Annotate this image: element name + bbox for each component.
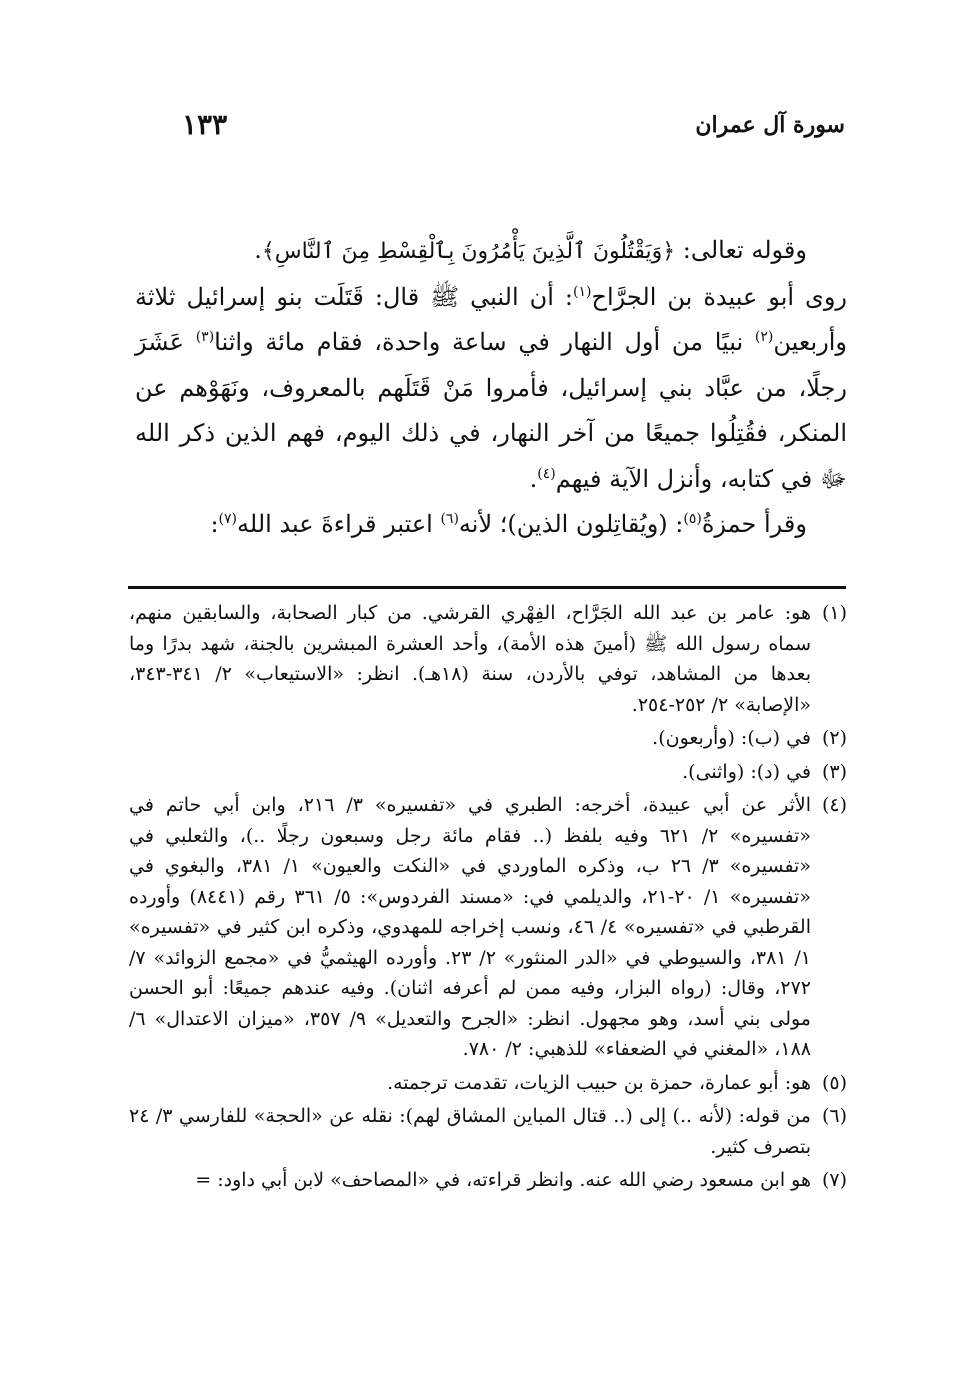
footnote-5 <box>129 1068 847 1099</box>
footnote-text: في (د): (واثنى). <box>682 760 811 783</box>
footnote-number: (٥) <box>821 1071 847 1094</box>
footnote-number: (٦) <box>821 1105 847 1127</box>
narration-text-d: عَشَرَ رجلًا، من عبَّاد بني إسرائيل، فأمروا مَنْ قَتَلَهم بالمعروف، ونَهَوْهم عن المنكر، فقُتِلُوا جميعًا من آخر النهار، في ذلك اليوم، فهم الذين ذكر الله ﷻ في كتابه، وأنزل الآية فيهم <box>135 328 847 493</box>
footnote-text: الأثر عن أبي عبيدة، أخرجه: الطبري في «تفسيره» ٣/ ٢١٦، وابن أبي حاتم في «تفسيره» ٢/ ٦٢١ وفيه بلفظ (.. فقام مائة رجل وسبعون رجلًا ..)، والثعلبي في «تفسيره» ٣/ ٢٦ ب، وذكره الماوردي في «النكت والعيون» ١/ ٣٨١، والبغوي في «تفسيره» ١/ ٢٠-٢١، والديلمي في: «مسند الفردوس»: ٥/ ٣٦١ رقم (٨٤٤١) وأورده القرطبي في «تفسيره» ٤/ ٤٦، ونسب إخراجه للمهدوي، وذكره ابن كثير في «تفسيره» ١/ ٣٨١، والسيوطي في «الدر المنثور» ٢/ ٢٣. وأورده الهيثميُّ في «مجمع الزوائد» ٧/ ٢٧٢، وقال: (رواه البزار، وفيه ممن لم أعرفه اثنان). وفيه عندهم جميعًا: أبو الحسن مولى بني أسد، وهو مجهول. انظر: «الجرح والتعديل» ٩/ ٣٥٧، «ميزان الاعتدال» ٦/ ١٨٨، «المغني في الضعفاء» للذهبي: ٢/ ٧٨٠. <box>129 794 811 1060</box>
page-number: ١٣٣ <box>182 108 228 141</box>
quran-verse: ﴿وَيَقْتُلُونَ ٱلَّذِينَ يَأْمُرُونَ بِٱلْقِسْطِ مِنَ ٱلنَّاسِ﴾ <box>261 239 676 264</box>
verse-paragraph <box>135 228 847 275</box>
footnote-text: هو ابن مسعود رضي الله عنه. وانظر قراءته، في «المصاحف» لابن أبي داود: = <box>195 1169 811 1191</box>
reading-paragraph <box>135 502 847 548</box>
footnote-ref-6[interactable]: (٦) <box>440 511 459 527</box>
footnote-ref-2[interactable]: (٢) <box>754 329 774 345</box>
footnote-4 <box>129 790 847 1065</box>
footnotes <box>129 598 847 1199</box>
footnote-2 <box>129 723 847 754</box>
narration-text-c: نبيًا من أول النهار في ساعة واحدة، فقام مائة واثنا <box>214 328 755 356</box>
footnote-divider <box>128 586 846 589</box>
footnote-ref-7[interactable]: (٧) <box>218 511 238 527</box>
footnote-6 <box>129 1101 847 1162</box>
running-header <box>130 108 845 152</box>
footnote-number: (٣) <box>821 760 847 783</box>
footnote-number: (١) <box>821 602 847 624</box>
footnote-ref-4[interactable]: (٤) <box>537 465 556 482</box>
footnote-ref-3[interactable]: (٣) <box>195 329 215 345</box>
footnote-number: (٢) <box>821 727 847 749</box>
footnote-3 <box>129 757 847 788</box>
narration-text-b: : أن النبي ﷺ قال: قَتَلَت بنو إسرائيل ثلاثة وأربعين <box>135 282 847 356</box>
footnote-number: (٤) <box>821 794 847 816</box>
footnote-ref-1[interactable]: (١) <box>573 283 592 300</box>
narration-text-a: روى أبو عبيدة بن الجرَّاح <box>591 282 848 311</box>
footnote-text: من قوله: (لأنه ..) إلى (.. قتال المباين المشاق لهم): نقله عن «الحجة» للفارسي ٣/ ٢٤ بتصرف كثير. <box>129 1105 811 1158</box>
narration-paragraph <box>135 275 847 503</box>
footnote-text: في (ب): (وأربعون). <box>652 727 811 749</box>
footnote-ref-5[interactable]: (٥) <box>683 511 702 527</box>
verse-period: . <box>254 236 262 264</box>
footnote-7 <box>129 1165 847 1196</box>
footnote-text: هو: عامر بن عبد الله الجَرَّاح، الفِهْري القرشي. من كبار الصحابة، والسابقين منهم، سماه رسول الله ﷺ (أمينَ هذه الأمة)، وأحد العشرة المبشرين بالجنة، شهد بدرًا وما بعدها من المشاهد، توفي بالأردن، سنة (١٨هـ). انظر: «الاستيعاب» ٢/ ٣٤١-٣٤٣، «الإصابة» ٢/ ٢٥٢-٢٥٤. <box>129 602 811 716</box>
reading-text-a: وقرأ حمزةُ <box>701 510 807 538</box>
narration-text-e: . <box>529 464 538 493</box>
main-text <box>135 228 847 548</box>
reading-text-d: : <box>210 510 219 538</box>
reading-text-c: اعتبر قراءةَ عبد الله <box>237 510 441 538</box>
surah-title: سورة آل عمران <box>695 112 845 138</box>
footnote-number: (٧) <box>821 1169 847 1191</box>
footnote-1 <box>129 598 847 720</box>
footnote-text: هو: أبو عمارة، حمزة بن حبيب الزيات، تقدمت ترجمته. <box>387 1071 811 1094</box>
verse-intro: وقوله تعالى: <box>675 236 807 264</box>
reading-text-b: : (ويُقاتِلون الذين)؛ لأنه <box>458 510 684 538</box>
